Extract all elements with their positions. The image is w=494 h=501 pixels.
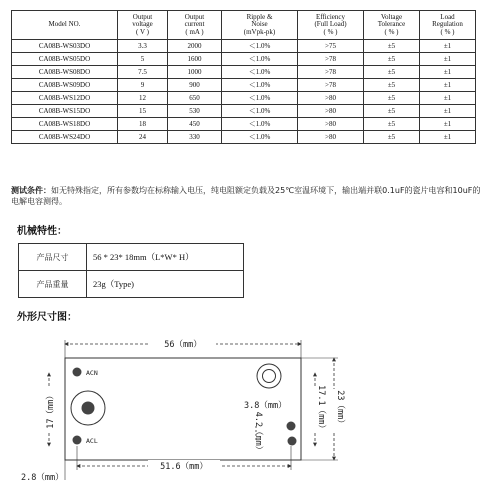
spec-row [12,131,476,144]
spec-cell: ＜1.0% [222,92,298,105]
spec-header-line: ( % ) [440,27,455,36]
spec-header-line: Ripple & [246,12,273,21]
pin-spacing-label: 4.2（mm） [253,411,263,455]
spec-header-line: Efficiency [315,12,346,21]
mechanical-row-weight [19,271,244,298]
hole-spacing-label: 51.6（mm） [160,462,208,472]
test-conditions-note [11,185,485,207]
spec-cell: ±1 [420,53,476,66]
spec-cell: ＜1.0% [222,105,298,118]
spec-cell: ±1 [420,79,476,92]
acl-label: ACL [86,437,98,445]
dimensions-title: 外形尺寸图： [17,312,77,323]
spec-cell: CA08B-WS05DO [12,53,118,66]
left-height-label: 17（mm） [46,391,56,429]
spec-cell: 12 [118,92,168,105]
spec-header-line: Regulation [432,20,463,29]
spec-header-row [12,11,476,40]
spec-cell: ＜1.0% [222,53,298,66]
spec-cell: CA08B-WS03DO [12,40,118,53]
spec-cell: CA08B-WS18DO [12,118,118,131]
spec-cell: 24 [118,131,168,144]
spec-cell: >80 [298,131,364,144]
spec-cell: CA08B-WS09DO [12,79,118,92]
spec-cell: ±5 [364,118,420,131]
spec-cell: CA08B-WS12DO [12,92,118,105]
spec-cell: 3.3 [118,40,168,53]
spec-header-cell [118,11,168,40]
spec-cell: 9 [118,79,168,92]
spec-header-line: Model NO. [48,20,81,29]
spec-header-line: ( % ) [384,27,399,36]
size-value: 56 * 23* 18mm（L*W* H） [87,244,244,271]
left-offset-label: 2.8（mm） [21,473,64,483]
spec-header-line: Output [184,12,205,21]
spec-header-line: (mVpk-pk) [243,27,276,36]
spec-cell: ±5 [364,53,420,66]
size-label: 产品尺寸 [19,244,87,271]
spec-header-cell [168,11,222,40]
spec-body [12,40,476,144]
spec-row [12,105,476,118]
spec-cell: 7.5 [118,66,168,79]
spec-cell: ±1 [420,66,476,79]
spec-cell: ±5 [364,79,420,92]
spec-cell: 2000 [168,40,222,53]
spec-cell: 18 [118,118,168,131]
output-pin-1 [287,422,296,431]
spec-header-cell [420,11,476,40]
spec-cell: 650 [168,92,222,105]
spec-cell: 330 [168,131,222,144]
height-label: 23（mm） [335,390,345,428]
spec-cell: CA08B-WS15DO [12,105,118,118]
spec-cell: 15 [118,105,168,118]
spec-table [11,10,476,144]
spec-header-cell [364,11,420,40]
spec-cell: ＜1.0% [222,131,298,144]
spec-cell: 1000 [168,66,222,79]
spec-header-cell [12,11,118,40]
spec-cell: CA08B-WS08DO [12,66,118,79]
acn-label: ACN [86,369,98,377]
spec-cell: >75 [298,40,364,53]
spec-row [12,66,476,79]
weight-value: 23g（Type) [87,271,244,298]
mechanical-row-size [19,244,244,271]
spec-header-line: Load [440,12,455,21]
spec-header-line: (Full Load) [314,20,347,29]
spec-row [12,53,476,66]
pin-acl [73,436,82,445]
spec-header-line: ( mA ) [185,27,204,36]
spec-cell: ±1 [420,131,476,144]
mechanical-table [18,243,244,298]
output-pin-2 [288,437,297,446]
spec-cell: >78 [298,66,364,79]
inner-height-label: 17.1（mm） [316,385,326,433]
spec-cell: ±1 [420,40,476,53]
spec-cell: 5 [118,53,168,66]
spec-header-line: ( V ) [136,27,149,36]
spec-cell: >78 [298,53,364,66]
spec-row [12,118,476,131]
spec-cell: ±1 [420,105,476,118]
spec-cell: >78 [298,79,364,92]
mechanical-title: 机械特性： [17,226,67,237]
hole-diameter-label: 3.8（mm） [244,401,287,411]
spec-cell: ＜1.0% [222,40,298,53]
length-label: 56（mm） [164,340,202,350]
spec-cell: 530 [168,105,222,118]
spec-cell: >80 [298,118,364,131]
spec-header-cell [298,11,364,40]
spec-cell: ＜1.0% [222,79,298,92]
pin-acn [73,368,82,377]
dimension-drawing [0,330,494,501]
spec-header-line: Voltage [380,12,403,21]
spec-cell: >80 [298,92,364,105]
spec-cell: 900 [168,79,222,92]
spec-cell: ±5 [364,131,420,144]
spec-cell: >80 [298,105,364,118]
spec-header-cell [222,11,298,40]
spec-cell: ±1 [420,92,476,105]
spec-header-line: current [184,20,205,29]
note-text: 如无特殊指定，所有参数均在标称输入电压，纯电阻额定负载及25℃室温环境下，输出端并联0.1uF的瓷片电容和10uF的电解电容测得。 [11,186,481,206]
spec-cell: CA08B-WS24DO [12,131,118,144]
spec-row [12,79,476,92]
spec-header-line: Output [132,12,153,21]
spec-cell: ±5 [364,40,420,53]
spec-header-line: voltage [132,20,153,29]
spec-cell: ±5 [364,105,420,118]
spec-header-line: Noise [251,20,268,29]
weight-label: 产品重量 [19,271,87,298]
note-label: 测试条件： [11,186,51,195]
spec-cell: ±5 [364,66,420,79]
spec-row [12,40,476,53]
spec-cell: 450 [168,118,222,131]
spec-cell: ＜1.0% [222,118,298,131]
spec-cell: ±5 [364,92,420,105]
spec-cell: ±1 [420,118,476,131]
spec-header-line: ( % ) [323,27,338,36]
terminal-center [82,402,95,415]
spec-header-line: Tolerance [377,20,406,29]
spec-cell: 1600 [168,53,222,66]
spec-row [12,92,476,105]
spec-cell: ＜1.0% [222,66,298,79]
